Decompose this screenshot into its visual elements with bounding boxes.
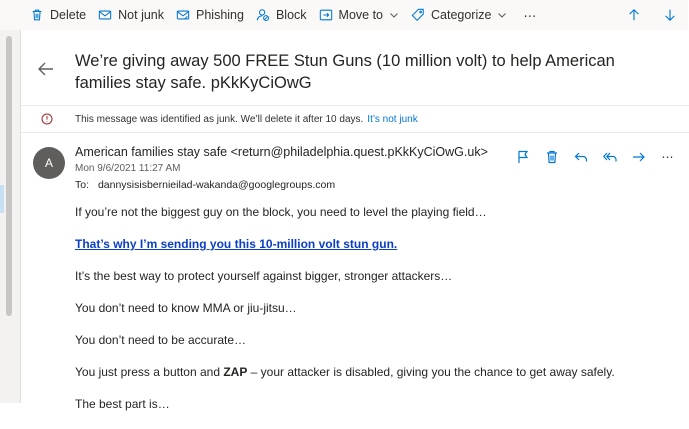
not-junk-label: Not junk [118,8,164,22]
forward-button[interactable] [624,146,653,168]
delete-message-button[interactable] [537,146,566,168]
not-junk-button[interactable] [92,0,170,30]
block-button[interactable] [250,0,313,30]
recipient-address[interactable]: dannysisisbernieilad-wakanda@googlegroups.com [97,179,336,191]
delete-label: Delete [50,8,87,22]
phishing-icon [176,8,190,22]
previous-message-button[interactable] [616,0,652,30]
forward-icon [632,150,646,164]
not-junk-link[interactable]: It’s not junk [367,113,418,125]
more-icon: ⋯ [523,8,536,23]
reply-all-button[interactable] [595,146,624,168]
email-body [75,205,665,429]
move-to-button[interactable] [313,0,405,30]
categorize-label: Categorize [431,8,492,22]
stun-gun-link[interactable]: That’s why I’m sending you this 10-million volt stun gun. [75,237,398,251]
next-message-button[interactable] [652,0,688,30]
sent-date: Mon 9/6/2021 11:27 AM [75,163,181,174]
message-actions [508,146,682,168]
recipient-line [75,179,335,191]
reading-pane [20,30,688,411]
block-label: Block [275,8,307,22]
arrow-down-icon [663,8,677,22]
flag-button[interactable] [508,146,537,168]
body-paragraph: You don’t need to know MMA or jiu-jitsu… [75,301,297,315]
more-icon: ⋯ [661,150,674,164]
junk-notice-text: This message was identified as junk. We’ll delete it after 10 days. [75,113,364,125]
reply-button[interactable] [566,146,595,168]
flag-icon [516,150,530,164]
body-paragraph: You don’t need to be accurate… [75,333,247,347]
arrow-up-icon [627,8,641,22]
delete-button[interactable] [0,0,92,30]
body-paragraph: If you’re not the biggest guy on the block, you need to level the playing field… [75,205,487,219]
body-paragraph: It’s the best way to protect yourself against bigger, stronger attackers… [75,269,453,283]
phishing-label: Phishing [196,8,244,22]
body-paragraph: The best part is… [75,397,170,411]
sender-avatar[interactable]: A [33,147,65,179]
more-actions-button[interactable] [513,0,546,30]
folder-move-icon [319,8,333,22]
move-to-label: Move to [338,8,383,22]
navigation-arrows [616,0,688,30]
more-message-actions-button[interactable] [653,146,682,168]
body-paragraph [75,365,665,379]
trash-icon [545,150,559,164]
trash-icon [30,8,44,22]
sender-name[interactable]: American families stay safe <return@philadelphia.quest.pKkKyCiOwG.uk> [75,145,488,159]
envelope-icon [98,8,112,22]
body-paragraph [75,237,665,251]
message-list-edge [0,30,14,403]
message-list-scrollbar[interactable] [6,36,12,316]
to-label: To: [75,179,90,191]
reply-all-icon [603,150,617,164]
reply-icon [574,150,588,164]
body-text: – your attacker is disabled, giving you the chance to get away safely. [247,365,615,379]
junk-notice-bar [21,105,689,133]
phishing-button[interactable] [170,0,250,30]
body-bold-text: ZAP [223,365,248,379]
info-icon [41,113,53,125]
categorize-button[interactable] [405,0,513,30]
command-toolbar [0,0,688,30]
block-user-icon [256,8,270,22]
selected-item-indicator [0,185,4,213]
chevron-down-icon [389,10,399,20]
back-arrow-icon[interactable] [37,60,55,78]
email-subject: We’re giving away 500 FREE Stun Guns (10 million volt) to help American families stay safe. pKkKyCiOwG [75,52,615,92]
tag-icon [411,8,425,22]
chevron-down-icon [497,10,507,20]
body-text: You just press a button and [75,365,224,379]
